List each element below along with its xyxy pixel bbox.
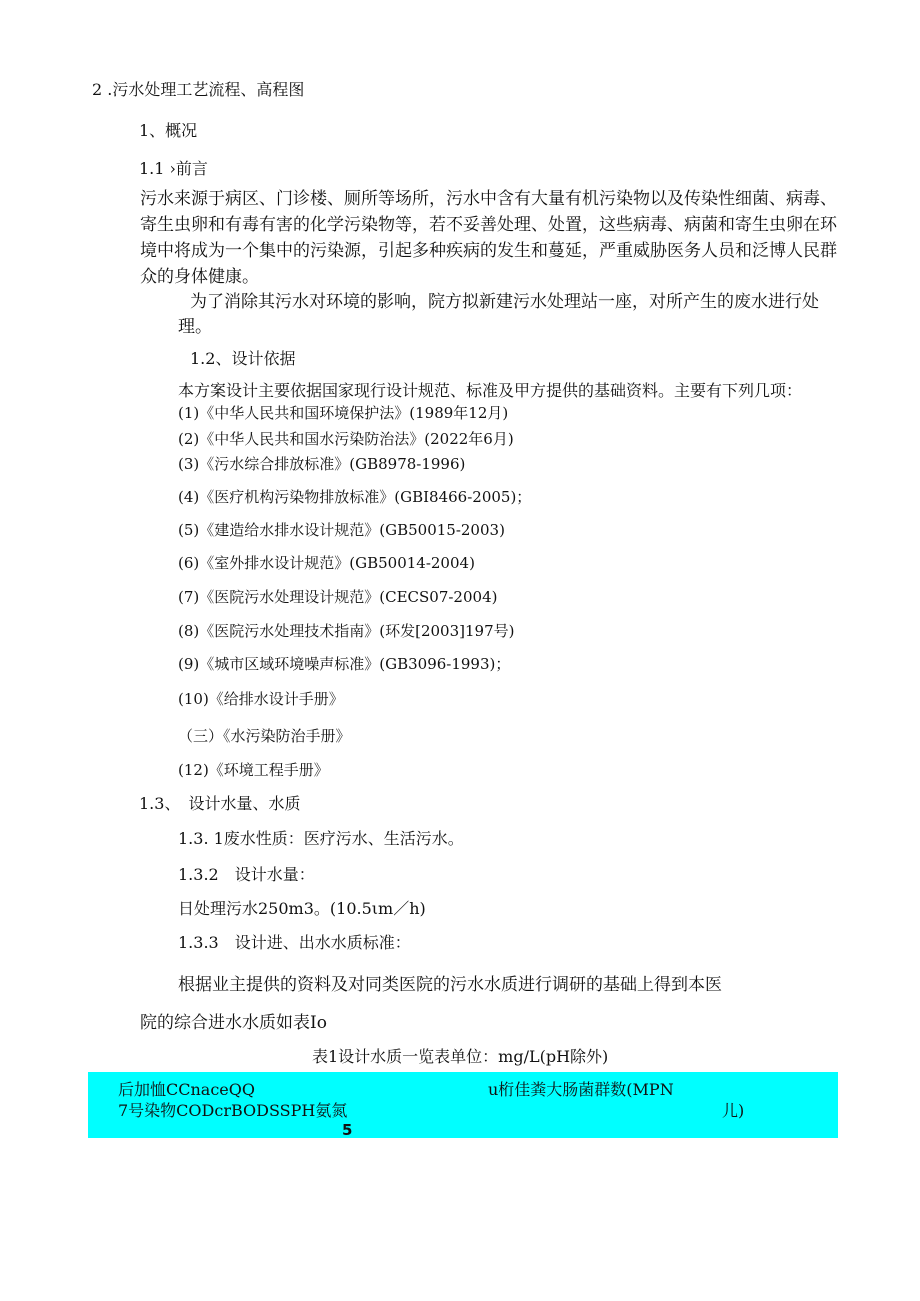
- section-title: 2 .污水处理工艺流程、高程图: [92, 80, 305, 99]
- quality-heading: 1.3、 设计水量、水质: [139, 794, 301, 813]
- page-number: 5: [342, 1121, 353, 1139]
- section-1-3-2: 1.3.2 设计水量：: [178, 865, 315, 884]
- basis-item: (3)《污水综合排放标准》(GB8978-1996): [178, 455, 466, 473]
- purpose-line-1: 为了消除其污水对环境的影响，院方拟新建污水处理站一座，对所产生的废水进行处: [190, 292, 819, 312]
- basis-item: (4)《医疗机构污染物排放标准》(GBI8466-2005)；: [178, 488, 532, 506]
- overview-heading: 1、概况: [139, 121, 198, 140]
- basis-heading: 1.2、设计依据: [190, 349, 296, 368]
- basis-item: (6)《室外排水设计规范》(GB50014-2004): [178, 554, 475, 572]
- basis-intro: 本方案设计主要依据国家现行设计规范、标准及甲方提供的基础资料。主要有下列几项：: [178, 381, 803, 400]
- basis-item: (10)《给排水设计手册》: [178, 690, 344, 708]
- basis-item: (7)《医院污水处理设计规范》(CECS07-2004): [178, 588, 498, 606]
- preface-paragraph: 污水来源于病区、门诊楼、厕所等场所，污水中含有大量有机污染物以及传染性细菌、病毒、寄生虫卵和有毒有害的化学污染物等，若不妥善处理、处置，这些病毒、病菌和寄生虫卵在环境中将成为一个集中的污染源，引起多种疾病的发生和蔓延，严重威胁医务人员和泛博人民群众的身体健康。: [140, 189, 837, 287]
- section-1-3-1: 1.3. 1废水性质：医疗污水、生活污水。: [178, 829, 464, 848]
- section-1-3-3: 1.3.3 设计进、出水水质标准：: [178, 933, 411, 952]
- preface-heading: 1.1 ›前言: [139, 159, 208, 178]
- basis-item: (9)《城市区域环境噪声标准》(GB3096-1993)；: [178, 655, 511, 673]
- purpose-line-2: 理。: [178, 317, 212, 337]
- basis-item: (1)《中华人民共和国环境保护法》(1989年12月): [178, 404, 509, 422]
- basis-item: (5)《建造给水排水设计规范》(GB50015-2003): [178, 521, 505, 539]
- table-cell: 儿): [722, 1101, 745, 1120]
- table-cell: 7号染物CODcrBODSSPH氨氮: [118, 1101, 348, 1120]
- table-cell: u桁佳粪大肠菌群数(MPN: [488, 1080, 674, 1099]
- quality-paragraph-line-2: 院的综合进水水质如表Io: [140, 1013, 327, 1033]
- quality-paragraph-line-1: 根据业主提供的资料及对同类医院的污水水质进行调研的基础上得到本医: [178, 975, 722, 995]
- basis-item: (8)《医院污水处理技术指南》(环发[2003]197号): [178, 622, 515, 640]
- daily-volume: 日处理污水250m3。(10.5ιm／h): [178, 899, 426, 918]
- basis-item: （三）《水污染防治手册》: [178, 727, 351, 745]
- basis-item: (2)《中华人民共和国水污染防治法》(2022年6月): [178, 430, 514, 448]
- table-caption: 表1设计水质一览表单位：mg/L(pH除外): [312, 1047, 609, 1066]
- table-cell: 后加恤CCnaceQQ: [118, 1080, 255, 1099]
- basis-item: (12)《环境工程手册》: [178, 761, 329, 779]
